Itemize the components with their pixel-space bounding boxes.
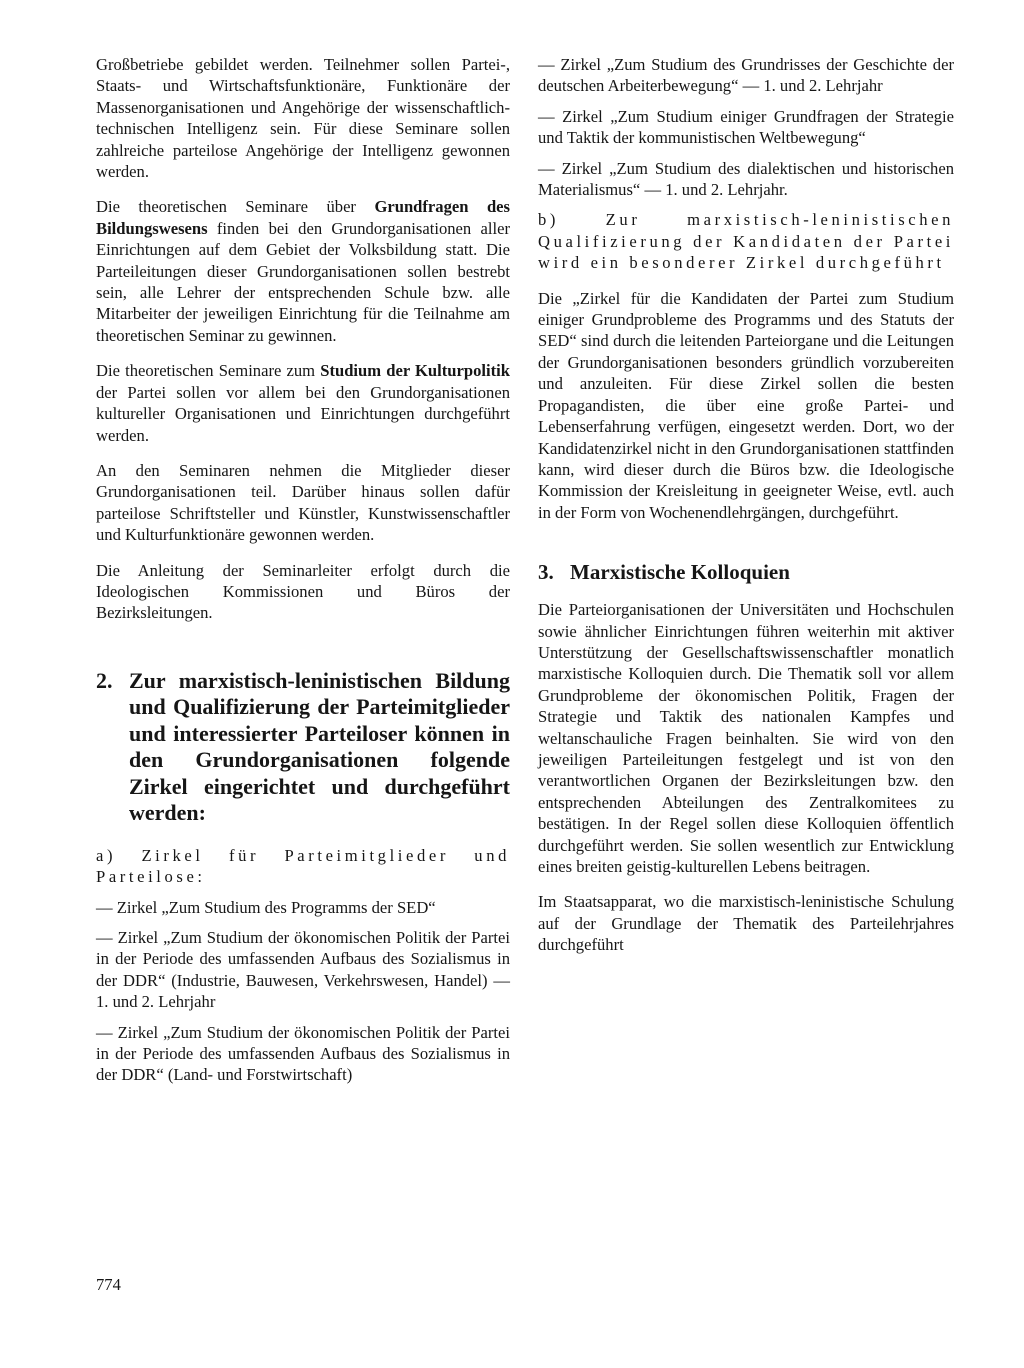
paragraph-kulturpolitik: Die theoretischen Seminare zum Studium der Kulturpolitik der Partei sollen vor allem bei den Grundorganisationen kultureller Organisationen und Einrichtungen durchgeführt werden. [96, 361, 511, 445]
subheading-a: a) Zirkel für Parteimitglieder und Parteilose: [96, 845, 510, 887]
list-item-oekonomie-industrie: — Zirkel „Zum Studium der ökonomischen Politik der Partei in der Periode des umfassenden Aufbaus des Sozialismus in der DDR“ (Industrie, Bauwesen, Verkehrswesen, Handel) — 1. und 2. Lehrjahr [96, 927, 510, 1012]
section-3-number: 3. [538, 560, 554, 585]
left-column [96, 54, 510, 1095]
paragraph-anleitung: Die Anleitung der Seminarleiter erfolgt durch die Ideologischen Kommissionen und Büros der Bezirksleitungen. [96, 560, 510, 623]
section-3-heading [538, 559, 954, 585]
right-column [538, 54, 954, 970]
bold-kulturpolitik: Studium der Kulturpolitik [320, 361, 511, 381]
paragraph-bildungswesen: Die theoretischen Seminare über Grundfragen des Bildungswesens finden bei den Grundorganisationen aller Einrichtungen auf dem Gebiet der Volksbildung statt. Die Parteileitungen dieser Grundorganisationen sollen bestrebt sein, alle Lehrer der entsprechenden Schule bzw. alle Mitarbeiter der jeweiligen Einrichtung für die Teilnahme am theoretischen Seminar zu gewinnen. [96, 197, 510, 345]
paragraph-seminar-teilnehmer: An den Seminaren nehmen die Mitglieder dieser Grundorganisationen teil. Darüber hinaus sollen dafür parteilose Schriftsteller und Künstler, Kunstwissenschaftler und Kulturfunktionäre gewonnen werden. [96, 460, 510, 545]
paragraph-kolloquien: Die Parteiorganisationen der Universitäten und Hochschulen sowie ähnlicher Einrichtungen führen weiterhin mit aktiver Unterstützung der Gesellschaftswissenschaftler monatlich marxistische Kolloquien durch. Die Thematik soll vor allem Grundprobleme der ökonomischen Politik, Fragen der Strategie und Taktik des nationalen Kampfes und weltanschauliche Fragen beinhalten. Sie wird von den jeweiligen Parteileitungen festgelegt und ist von den verantwortlichen Organen der Bezirksleitungen bzw. den entsprechenden Abteilungen des Zentralkomitees zu bestätigen. In der Regel sollen diese Kolloquien öffentlich durchgeführt werden. Sie sollen wesentlich zur Entwicklung eines breiten geistig-kulturellen Lebens beitragen. [538, 600, 954, 876]
section-2-number: 2. [96, 667, 113, 693]
section-2-title: Zur marxistisch-leninistischen Bildung und Qualifizierung der Parteimitglieder und interessierter Parteiloser können in den Grundorganisationen folgende Zirkel eingerichtet und durchgeführt werden: [129, 667, 510, 826]
section-3-title: Marxistische Kolloquien [570, 560, 790, 585]
page-number: 774 [96, 1275, 121, 1294]
paragraph-staatsapparat: Im Staatsapparat, wo die marxistisch-leninistische Schulung auf der Grundlage der Thematik des Parteilehrjahres durchgeführt [538, 892, 954, 955]
list-item-programm: — Zirkel „Zum Studium des Programms der SED“ [96, 897, 436, 917]
list-item-strategie: — Zirkel „Zum Studium einiger Grundfragen der Strategie und Taktik der kommunistischen Weltbewegung“ [538, 106, 954, 148]
paragraph-grossbetriebe: Großbetriebe gebildet werden. Teilnehmer sollen Partei-, Staats- und Wirtschaftsfunktionäre, Funktionäre der Massenorganisationen und Angehörige der wissenschaftlich-technischen Intelligenz sein. Für diese Seminare sollen zahlreiche parteilose Angehörige der Intelligenz gewonnen werden. [96, 55, 510, 182]
paragraph-kandidaten: Die „Zirkel für die Kandidaten der Partei zum Studium einiger Grundprobleme des Programms und des Statuts der SED“ sind durch die leitenden Parteiorgane und die Leitungen der Grundorganisationen besonders gründlich vorzubereiten und anzuleiten. Für diese Zirkel sollen die besten Propagandisten, die über eine große Partei- und Lebenserfahrung verfügen, eingesetzt werden. Dort, wo der Kandidatenzirkel nicht in den Grundorganisationen stattfinden kann, wird dieser durch die Büros bzw. die Ideologische Kommission der Kreisleitung in geeigneter Weise, evtl. auch in der Form von Wochenendlehrgängen, durchgeführt. [538, 288, 954, 522]
list-item-geschichte: — Zirkel „Zum Studium des Grundrisses der Geschichte der deutschen Arbeiterbewegung“ — 1. und 2. Lehrjahr [538, 55, 954, 96]
subheading-b: b) Zur marxistisch-leninistischen Qualifizierung der Kandidaten der Partei wird ein besonderer Zirkel durchgeführt [538, 210, 954, 273]
section-2-heading [96, 668, 510, 827]
list-item-oekonomie-landwirtschaft: — Zirkel „Zum Studium der ökonomischen Politik der Partei in der Periode des umfassenden Aufbaus des Sozialismus in der DDR“ (Land- und Forstwirtschaft) [96, 1022, 510, 1085]
bold-bildungswesen: Grundfragen des Bildungswesens [96, 197, 510, 238]
list-item-materialismus: — Zirkel „Zum Studium des dialektischen und historischen Materialismus“ — 1. und 2. Lehrjahr. [538, 158, 954, 200]
